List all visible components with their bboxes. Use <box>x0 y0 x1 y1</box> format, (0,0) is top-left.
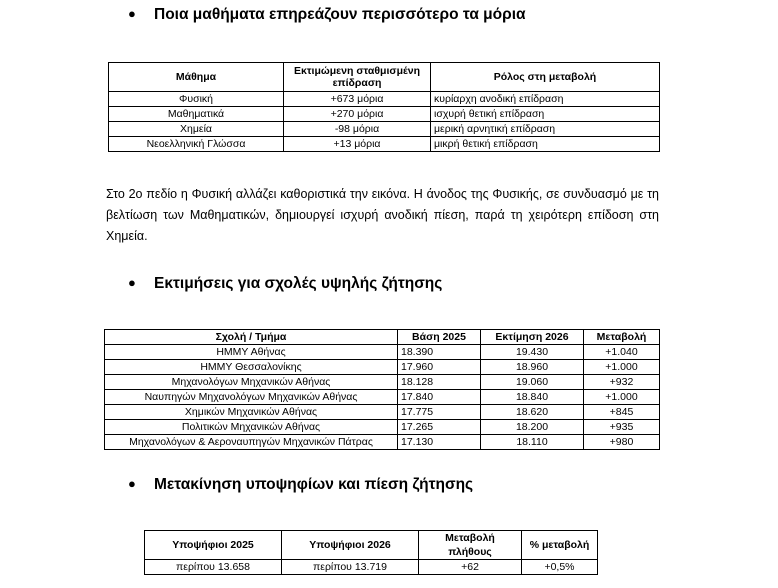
analysis-paragraph: Στο 2ο πεδίο η Φυσική αλλάζει καθοριστικά την εικόνα. Η άνοδος της Φυσικής, σε συνδυασμό με τη βελτίωση των Μαθηματικών, δημιουργεί ισχυρή ανοδική πίεση, παρά τη χειρότερη επίδοση στη Χημεία. <box>106 187 659 243</box>
table-cell: 18.620 <box>481 405 584 420</box>
table-header-row <box>105 330 660 345</box>
table-cell: Πολιτικών Μηχανικών Αθήνας <box>105 420 398 435</box>
table-row <box>105 375 660 390</box>
table-row <box>109 122 660 137</box>
table-cell: Μηχανολόγων & Αεροναυπηγών Μηχανικών Πάτρας <box>105 435 398 450</box>
table-row <box>145 560 598 575</box>
table-cell: +1.000 <box>584 390 660 405</box>
table-cell: Μηχανολόγων Μηχανικών Αθήνας <box>105 375 398 390</box>
table-cell: κυρίαρχη ανοδική επίδραση <box>431 92 660 107</box>
table-header-row <box>109 63 660 92</box>
table-cell: 17.130 <box>398 435 481 450</box>
section-heading-text: Εκτιμήσεις για σχολές υψηλής ζήτησης <box>154 275 443 292</box>
column-header: Βάση 2025 <box>398 330 481 345</box>
section-heading-schools <box>128 275 442 293</box>
table-cell: Φυσική <box>109 92 284 107</box>
table-row <box>105 345 660 360</box>
table-cell: 18.128 <box>398 375 481 390</box>
table-cell: 17.265 <box>398 420 481 435</box>
subjects-impact-table <box>108 62 660 152</box>
bullet-icon: ● <box>128 275 136 290</box>
table-row <box>105 435 660 450</box>
table-cell: Χημικών Μηχανικών Αθήνας <box>105 405 398 420</box>
table-cell: μικρή θετική επίδραση <box>431 137 660 152</box>
table-cell: 18.110 <box>481 435 584 450</box>
table-cell: Χημεία <box>109 122 284 137</box>
candidates-table <box>144 530 598 575</box>
column-header: Μεταβολή <box>584 330 660 345</box>
section-heading-text: Μετακίνηση υποψηφίων και πίεση ζήτησης <box>154 476 474 493</box>
column-header: Υποψήφιοι 2026 <box>282 531 419 560</box>
column-header: Εκτίμηση 2026 <box>481 330 584 345</box>
table-row <box>105 390 660 405</box>
table-row <box>105 360 660 375</box>
table-cell: ισχυρή θετική επίδραση <box>431 107 660 122</box>
column-header: Μάθημα <box>109 63 284 92</box>
table-cell: 18.200 <box>481 420 584 435</box>
table-cell: 18.390 <box>398 345 481 360</box>
table-cell: 17.775 <box>398 405 481 420</box>
table-row <box>105 420 660 435</box>
table-row <box>109 137 660 152</box>
table-cell: 18.960 <box>481 360 584 375</box>
table-cell: μερική αρνητική επίδραση <box>431 122 660 137</box>
table-cell: +932 <box>584 375 660 390</box>
table-row <box>109 92 660 107</box>
bullet-icon: ● <box>128 476 136 491</box>
table-cell: περίπου 13.658 <box>145 560 282 575</box>
table-cell: ΗΜΜΥ Αθήνας <box>105 345 398 360</box>
table-cell: Νεοελληνική Γλώσσα <box>109 137 284 152</box>
table-cell: +845 <box>584 405 660 420</box>
table-cell: +935 <box>584 420 660 435</box>
column-header: % μεταβολή <box>522 531 598 560</box>
table-cell: Μαθηματικά <box>109 107 284 122</box>
table-cell: +1.000 <box>584 360 660 375</box>
column-header: Ρόλος στη μεταβολή <box>431 63 660 92</box>
table-cell: +62 <box>419 560 522 575</box>
schools-estimates-table <box>104 329 660 450</box>
table-row <box>105 405 660 420</box>
column-header: Μεταβολή πλήθους <box>419 531 522 560</box>
table-cell: Ναυπηγών Μηχανολόγων Μηχανικών Αθήνας <box>105 390 398 405</box>
table-cell: -98 μόρια <box>284 122 431 137</box>
column-header: Σχολή / Τμήμα <box>105 330 398 345</box>
table-cell: +980 <box>584 435 660 450</box>
column-header: Εκτιμώμενη σταθμισμένη επίδραση <box>284 63 431 92</box>
table-cell: +1.040 <box>584 345 660 360</box>
section-heading-text: Ποια μαθήματα επηρεάζουν περισσότερο τα μόρια <box>154 6 526 23</box>
table-cell: 19.430 <box>481 345 584 360</box>
column-header: Υποψήφιοι 2025 <box>145 531 282 560</box>
table-cell: 17.960 <box>398 360 481 375</box>
table-row <box>109 107 660 122</box>
table-cell: +673 μόρια <box>284 92 431 107</box>
section-heading-candidates <box>128 476 473 494</box>
bullet-icon: ● <box>128 6 136 21</box>
table-cell: +270 μόρια <box>284 107 431 122</box>
table-cell: +0,5% <box>522 560 598 575</box>
table-header-row <box>145 531 598 560</box>
table-cell: +13 μόρια <box>284 137 431 152</box>
table-cell: περίπου 13.719 <box>282 560 419 575</box>
table-cell: 17.840 <box>398 390 481 405</box>
section-heading-subjects <box>128 6 526 24</box>
table-cell: 18.840 <box>481 390 584 405</box>
table-cell: 19.060 <box>481 375 584 390</box>
table-cell: ΗΜΜΥ Θεσσαλονίκης <box>105 360 398 375</box>
